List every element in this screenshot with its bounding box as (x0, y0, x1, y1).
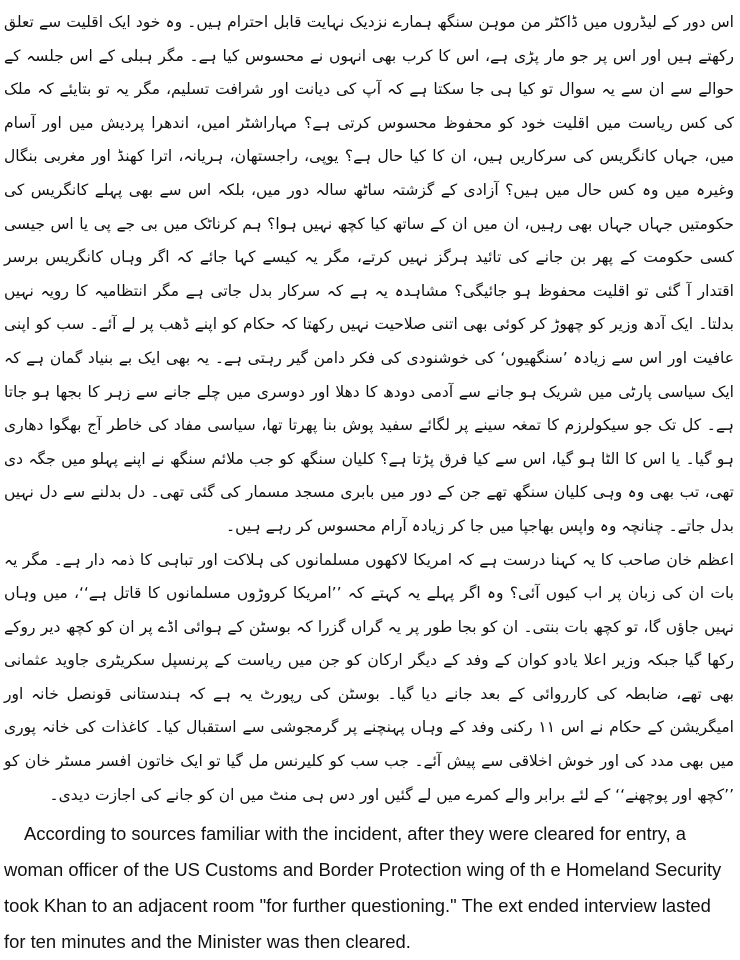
english-paragraph-text: According to sources familiar with the incident, after they were cleared for entry, a woman officer of the US Customs and Border Protection wing of th e Homeland Security took Khan to an adjacent room "for further questioning." The ext ended interview lasted for ten minutes and the Minister was then cleared. (4, 823, 722, 953)
urdu-article (4, 6, 734, 812)
urdu-paragraph-1: اس دور کے لیڈروں میں ڈاکٹر من موہن سنگھ ہمارے نزدیک نہایت قابل احترام ہیں۔ وہ خود ایک اقلیت سے تعلق رکھتے ہیں اور اس پر جو مار پڑی ہے، اس کا کرب بھی انہوں نے محسوس کیا ہے۔ مگر ہبلی کے اس جلسہ کے حوالے سے ان سے یہ سوال تو کیا ہی جا سکتا ہے کہ آپ کی دیانت اور شرافت تسلیم، مگر یہ تو بتایئے کہ ملک کی کس ریاست میں اقلیت خود کو محفوظ محسوس کرتی ہے؟ مہاراشٹر امیں، اندھرا پردیش میں اور آسام میں، جہاں کانگریس کی سرکاریں ہیں، ان کا کیا حال ہے؟ یوپی، راجستھان، ہریانہ، اترا کھنڈ اور مغربی بنگال وغیرہ میں وہ کس حال میں ہیں؟ آزادی کے گزشتہ ساٹھ سالہ دور میں، بلکہ اس سے بھی پہلے کانگریس کی حکومتیں جہاں جہاں بھی رہیں، ان میں ان کے ساتھ کیا کچھ نہیں ہوا؟ ہم کرناٹک میں بی جے پی یا اس جیسی کسی حکومت کے پھر بن جانے کی تائید ہرگز نہیں کرتے، مگر یہ کیسے کہا جائے کہ اگر وہاں کانگریس برسر اقتدار آ گئی تو اقلیت محفوظ ہو جائیگی؟ مشاہدہ یہ ہے کہ سرکار بدل جاتی ہے مگر انتظامیہ کا رویہ نہیں بدلتا۔ ایک آدھ وزیر کو چھوڑ کر کوئی بھی اتنی صلاحیت نہیں رکھتا کہ حکام کو اپنے ڈھب پر لے آئے۔ سب کو اپنی عافیت اور اس سے زیادہ ’سنگھیوں‘ کی خوشنودی کی فکر دامن گیر رہتی ہے۔ یہ بھی ایک بے بنیاد گمان ہے کہ ایک سیاسی پارٹی میں شریک ہو جانے سے آدمی دودھ کا دھلا اور دوسری میں چلے جانے سے زہر کا بجھا ہو جاتا ہے۔ کل تک جو سیکولرزم کا تمغہ سینے پر لگائے سفید پوش بنا پھرتا تھا، سیاسی مفاد کی خاطر آج بھگوا دھاری ہو گیا۔ یا اس کا الٹا ہو گیا، اس سے کیا فرق پڑتا ہے؟ کلیان سنگھ کو جب ملائم سنگھ نے اپنے پہلو میں جگہ دی تھی، تب بھی وہ وہی کلیان سنگھ تھے جن کے دور میں بابری مسجد مسمار کی گئی تھی۔ دل بدلنے سے دل نہیں بدل جاتے۔ چنانچہ وہ واپس بھاجپا میں جا کر زیادہ آرام محسوس کر رہے ہیں۔ (4, 13, 734, 535)
urdu-paragraph-2: اعظم خان صاحب کا یہ کہنا درست ہے کہ امریکا لاکھوں مسلمانوں کی ہلاکت اور تباہی کا ذمہ دار ہے۔ مگر یہ بات ان کی زبان پر اب کیوں آئی؟ وہ اگر پہلے یہ کہتے کہ ’’امریکا کروڑوں مسلمانوں کا قاتل ہے‘‘، میں وہاں نہیں جاؤں گا، تو کچھ بات بنتی۔ ان کو بجا طور پر یہ گراں گزرا کہ بوسٹن کے ہوائی اڈے پر ان کو کچھ دیر روکے رکھا گیا جبکہ وزیر اعلا یادو کوان کے وفد کے دیگر ارکان کو جن میں ریاست کے پرنسپل سکریٹری جاوید عثمانی بھی تھے، ضابطہ کی کارروائی کے بعد جانے دیا گیا۔ بوسٹن کی رپورٹ یہ ہے کہ ہندستانی قونصل خانہ اور امیگریشن کے حکام نے اس ۱۱ رکنی وفد کے وہاں پہنچنے پر گرمجوشی سے استقبال کیا۔ کاغذات کی خانہ پوری میں بھی مدد کی اور خوش اخلاقی سے پیش آئے۔ جب سب کو کلیرنس مل گیا تو ایک خاتون افسر مسٹر خان کو ’’کچھ اور پوچھنے‘‘ کے لئے برابر والے کمرے میں لے گئیں اور دس ہی منٹ میں ان کو جانے کی اجازت دیدی۔ (4, 550, 734, 804)
english-paragraph (4, 816, 734, 960)
